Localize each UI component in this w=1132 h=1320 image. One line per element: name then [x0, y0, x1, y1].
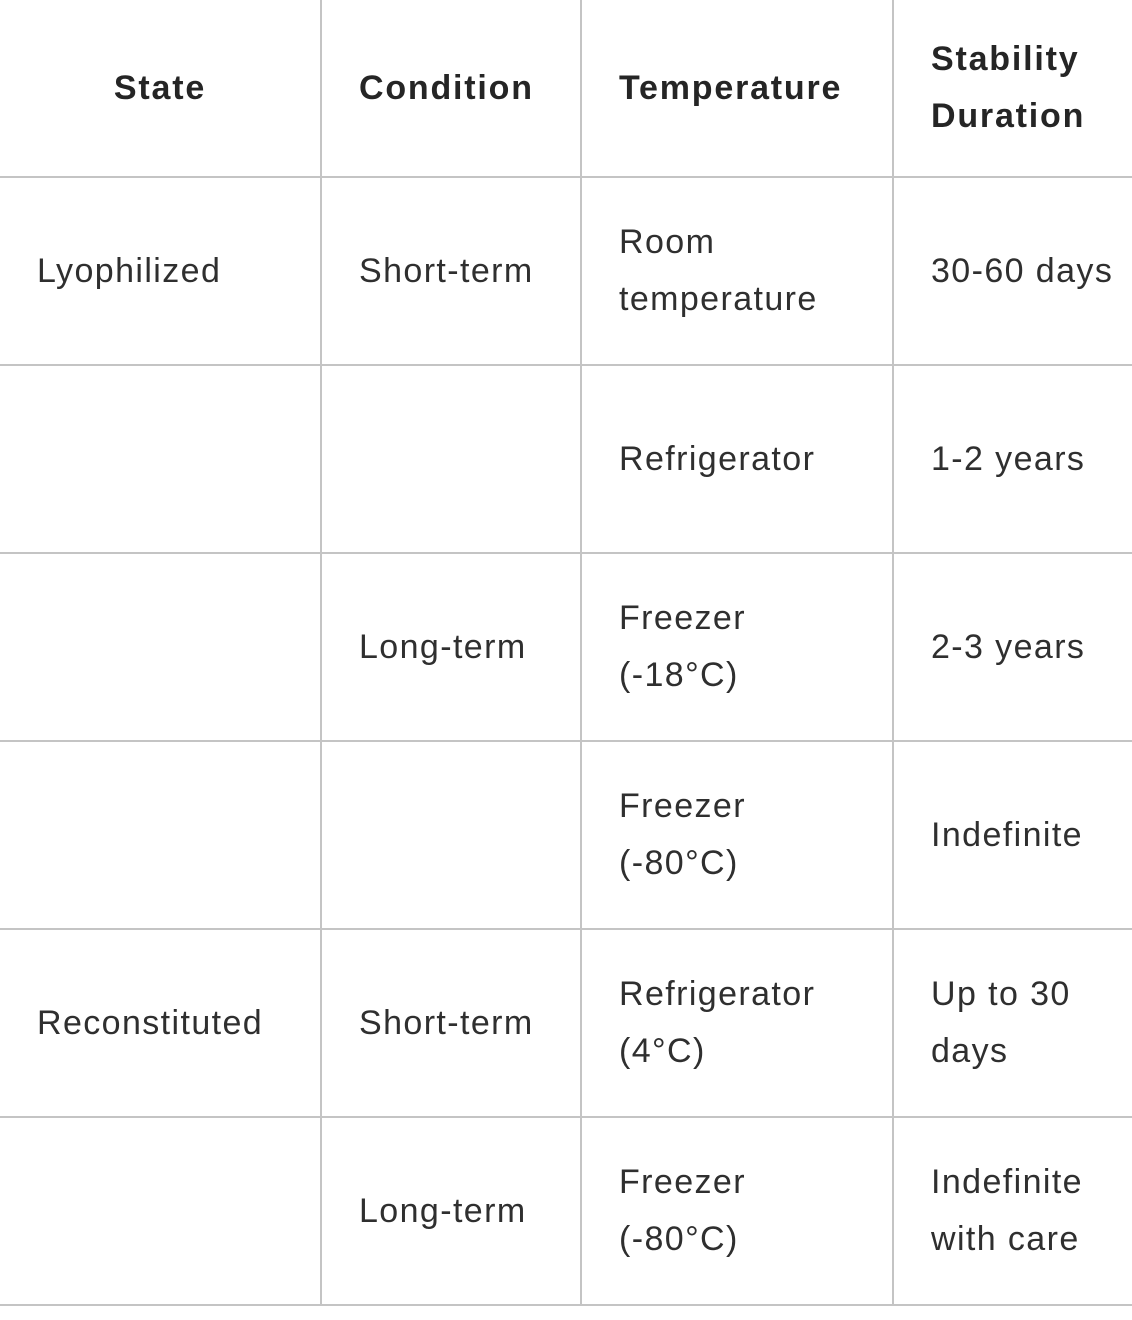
cell-state [0, 1117, 321, 1305]
table-row [0, 553, 1132, 741]
cell-duration: Indefinite with care [893, 1117, 1132, 1305]
table-row [0, 365, 1132, 553]
cell-temperature: Room temperature [581, 177, 893, 365]
cell-state [0, 553, 321, 741]
cell-condition [321, 741, 581, 929]
cell-state [0, 365, 321, 553]
cell-condition [321, 365, 581, 553]
cell-condition: Long-term [321, 553, 581, 741]
cell-temperature: Freezer (-80°C) [581, 741, 893, 929]
cell-duration: Up to 30 days [893, 929, 1132, 1117]
cell-state: Reconstituted [0, 929, 321, 1117]
table-body [0, 177, 1132, 1305]
table-row [0, 741, 1132, 929]
cell-temperature: Freezer (-18°C) [581, 553, 893, 741]
header-row [0, 0, 1132, 177]
cell-temperature: Refrigerator (4°C) [581, 929, 893, 1117]
table-row [0, 929, 1132, 1117]
cell-state [0, 741, 321, 929]
cell-duration: 30-60 days [893, 177, 1132, 365]
table-row [0, 177, 1132, 365]
cell-condition: Short-term [321, 929, 581, 1117]
header-state: State [0, 0, 321, 177]
cell-duration: 1-2 years [893, 365, 1132, 553]
table-header [0, 0, 1132, 177]
header-condition: Condition [321, 0, 581, 177]
cell-condition: Long-term [321, 1117, 581, 1305]
header-temperature: Temperature [581, 0, 893, 177]
table-row [0, 1117, 1132, 1305]
cell-duration: 2-3 years [893, 553, 1132, 741]
cell-temperature: Refrigerator [581, 365, 893, 553]
cell-state: Lyophilized [0, 177, 321, 365]
header-stability-duration: Stability Duration [893, 0, 1132, 177]
cell-condition: Short-term [321, 177, 581, 365]
cell-duration: Indefinite [893, 741, 1132, 929]
cell-temperature: Freezer (-80°C) [581, 1117, 893, 1305]
